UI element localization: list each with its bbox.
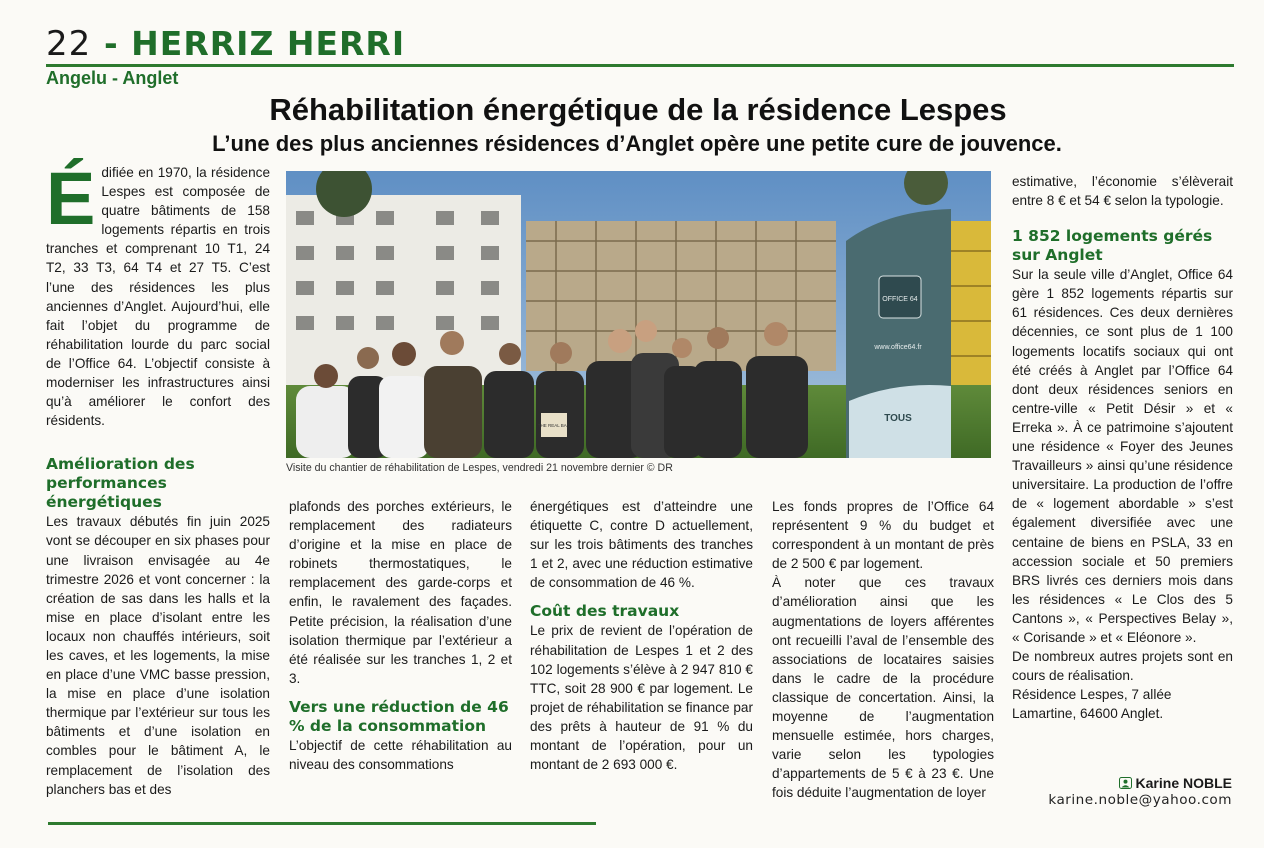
banner-logo-text: OFFICE 64 [882,296,918,303]
subheadline [0,131,1264,157]
projects-paragraph: De nombreux autres projets sont en cours de réalisation. [1012,649,1233,684]
headline [0,92,1264,128]
top-rule [46,64,1234,67]
column-5 [1012,172,1233,723]
author-name: Karine NOBLE [1135,775,1232,791]
intro-text: difiée en 1970, la résidence Lespes est composée de quatre bâtiments de 158 logements répartis en trois tranches et comprenant 10 T1, 24 T2, 33 T3, 64 T4 et 27 T5. C’est l’une des résidences les plus anciennes d’Anglet. Aujourd’hui, elle fait l’objet du programme de réhabilitation lourde du parc social de l’Office 64. L’objectif consiste à moderniser les infrastructures ainsi qu’à améliorer le confort des résidents. [46,165,270,429]
banner-site-text: www.office64.fr [874,344,922,351]
intro-paragraph [46,157,270,430]
tote-bag-text: THE REAL BAG [537,423,571,428]
photo-caption: Visite du chantier de réhabilitation de Lespes, vendredi 21 novembre dernier © DR [286,462,673,474]
column-4 [772,497,994,803]
rent-paragraph-end: estimative, l’économie s’élèverait entre 8 € et 54 € selon la typologie. [1012,174,1233,209]
rent-paragraph: À noter que ces travaux d’amélioration ainsi que les augmentations de loyers afférentes ont recueilli l’aval de l’ensemble des associations de locataires saisies dans le cadre de la procédure classique de concertation. Ainsi, la moyenne de l’augmentation mensuelle estimée, hors charges, varie selon les typologies d’appartements de 5 € à 23 €. Une fois déduite l’augmentation de loyer [772,575,994,801]
site-photo [286,171,991,458]
city-label: Angelu - Anglet [46,68,179,88]
reduction-paragraph-start: L’objectif de cette réhabilitation au niveau des consommations [289,737,512,773]
bottom-rule [48,822,596,825]
page-number: 22 [46,24,92,64]
subheading-reduction: Vers une réduction de 46 % de la consommation [289,697,509,735]
address-paragraph: Résidence Lespes, 7 allée Lamartine, 64600 Anglet. [1012,687,1172,722]
column-2 [289,497,512,774]
subheadline-text: L’une des plus anciennes résidences d’Anglet opère une petite cure de jouvence. [212,131,1062,156]
section-title: - HERRIZ HERRI [104,24,406,63]
banner-tagline-text: TOUS [884,413,912,424]
column-3 [530,497,753,774]
reduction-paragraph-end: énergétiques est d’atteindre une étiquette C, contre D actuellement, sur les trois bâtiments des tranches 1 et 2, avec une réduction estimative de consommation de 46 %. [530,499,753,591]
housing-paragraph: Sur la seule ville d’Anglet, Office 64 gère 1 852 logements répartis sur 61 résidences. Ces deux dernières décennies, ce sont plus de 1 100 logements locatifs sociaux qui ont été créés à Anglet par l’Office 64 dont deux résidences seniors en centre-ville « Petit Désir » et « Erreka ». À ce patrimoine s’ajoutent une résidence « Foyer des Jeunes Travailleurs » ainsi qu’une résidence universitaire. La production de l’offre de « logement abordable » s’est également diversifiée avec une centaine de biens en PSLA, 33 en accession sociale et 50 premiers BRS livrés ces derniers mois dans les résidences « Le Clos des 5 Cantons », « Perspectives Belay », « Corisande » et « Eléonore ». [1012,267,1233,645]
subheading-housing: 1 852 logements gérés sur Anglet [1012,227,1213,265]
headline-text: Réhabilitation énergétique de la résidence Lespes [269,92,1007,127]
photo-illustration [286,171,991,458]
cost-paragraph: Le prix de revient de l’opération de réhabilitation de Lespes 1 et 2 des 102 logements s’élève à 2 947 810 € TTC, soit 28 900 € par logement. Le projet de réhabilitation se finance par des prêts à hauteur de 91 % du montant de l’opération, pour un montant de 2 693 000 €. [530,623,753,773]
works-paragraph-end: plafonds des porches extérieurs, le remplacement des radiateurs d’origine et la mise en place de robinets thermostatiques, le remplacement des garde-corps et enfin, le ravalement des façades. Petite précision, la réalisation d’une isolation thermique par l’extérieur a été réalisée sur les tranches 1, 2 et 3. [289,499,512,686]
byline-email: karine.noble@yahoo.com [1048,792,1232,808]
drop-cap: É [46,157,96,240]
user-icon [1119,777,1132,789]
subheading-performance: Amélioration des performances énergétiques [46,455,195,512]
works-paragraph-start: Les travaux débutés fin juin 2025 vont se découper en six phases pour une livraison envisagée au 4e trimestre 2026 et vont concerner : la création de sas dans les halls et la mise en place d’isolant entre les locaux non chauffés intérieurs, soit les caves, et les logements, la mise en place d’une VMC basse pression, la mise en place d’une isolation thermique par l’extérieur sur tous les bâtiments et d’une isolation en combles pour le bâtiment A, le remplacement de l’isolation des planchers bas et des [46,514,270,797]
column-1 [46,157,270,799]
byline-author [1119,775,1232,791]
funds-paragraph: Les fonds propres de l’Office 64 représentent 9 % du budget et correspondent à un montant de près de 2 500 € par logement. [772,499,994,572]
subheading-cost: Coût des travaux [530,602,680,621]
